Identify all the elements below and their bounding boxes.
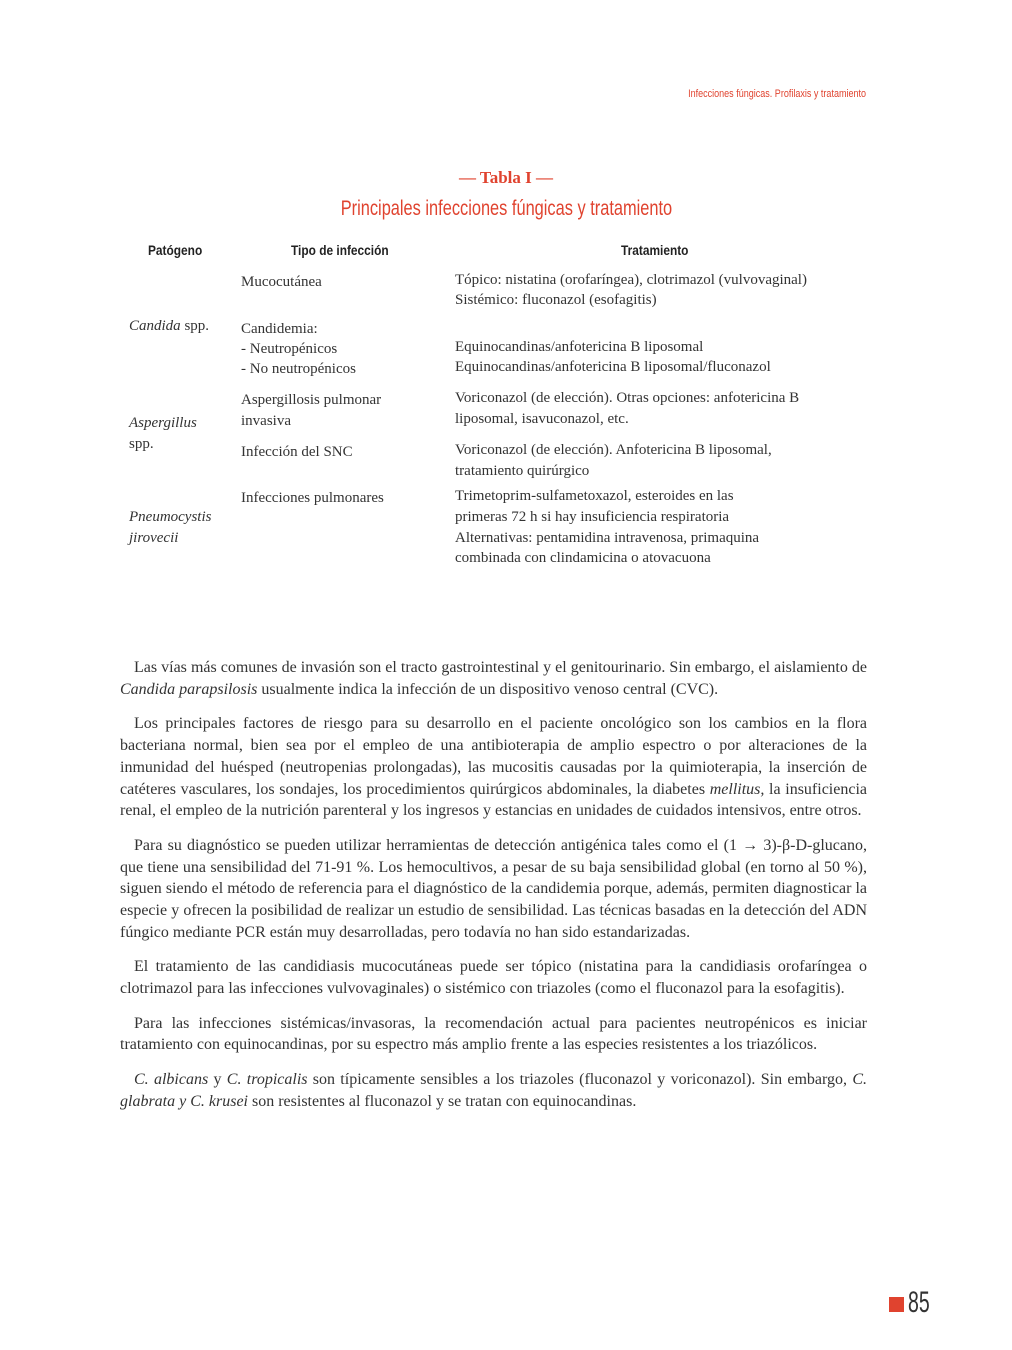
treatment-line: primeras 72 h si hay insuficiencia respiratoria	[455, 509, 730, 525]
treatment-line: liposomal, isavuconazol, etc.	[455, 411, 629, 427]
page-marker-square	[889, 1297, 904, 1312]
treatment-line: tratamiento quirúrgico	[455, 463, 590, 479]
paragraph: Las vías más comunes de invasión son el tracto gastrointestinal y el genitourinario. Sin embargo, el aislamiento de Candida parapsilosis usualmente indica la infección de un dispositivo venoso central (CVC).	[120, 659, 867, 698]
infection-type: invasiva	[241, 413, 291, 429]
pathogen-pneumocystis: Pneumocystis	[129, 509, 212, 525]
treatment-line: Alternativas: pentamidina intravenosa, primaquina	[455, 530, 760, 546]
infection-type: Infección del SNC	[241, 444, 353, 460]
infection-type: Infecciones pulmonares	[241, 490, 384, 506]
treatment-line: Voriconazol (de elección). Anfotericina B liposomal,	[455, 442, 772, 458]
treatment-line: combinada con clindamicina o atovacuona	[455, 550, 711, 566]
table-number: — Tabla I —	[458, 168, 553, 187]
running-head: Infecciones fúngicas. Profilaxis y tratamiento	[688, 88, 866, 100]
body-text	[120, 657, 867, 1125]
pathogen-aspergillus-spp: spp.	[129, 436, 154, 452]
table-title: Principales infecciones fúngicas y tratamiento	[340, 197, 672, 220]
header-treatment: Tratamiento	[621, 242, 689, 258]
treatment-line: Tópico: nistatina (orofaríngea), clotrimazol (vulvovaginal)	[455, 272, 807, 288]
pathogen-jirovecii: jirovecii	[129, 530, 179, 546]
paragraph: Los principales factores de riesgo para su desarrollo en el paciente oncológico son los cambios en la flora bacteriana normal, bien sea por el empleo de una antibioterapia de amplio espectro o por alteraciones de la inmunidad del huésped (neutropenias prolongadas), las mucositis causadas por la quimioterapia, la inserción de catéteres vasculares, los sondajes, los procedimientos quirúrgicos abdominales, la diabetes mellitus, la insuficiencia renal, el empleo de la nutrición parenteral y los ingresos y estancias en unidades de cuidados intensivos, entre otros.	[120, 715, 868, 820]
treatment-line: Equinocandinas/anfotericina B liposomal	[455, 339, 704, 355]
infection-type: Mucocutánea	[241, 274, 322, 290]
pathogen-candida: Candida spp.	[129, 318, 210, 334]
infection-type: Candidemia:	[241, 321, 318, 337]
treatment-line: Sistémico: fluconazol (esofagitis)	[455, 292, 657, 308]
pathogen-aspergillus: Aspergillus	[129, 415, 197, 431]
treatment-line: Equinocandinas/anfotericina B liposomal/fluconazol	[455, 359, 771, 375]
paragraph: El tratamiento de las candidiasis mucocutáneas puede ser tópico (nistatina para la candidiasis orofaríngea o clotrimazol para las infecciones vulvovaginales) o sistémico con triazoles (como el fluconazol para la esofagitis).	[120, 958, 867, 998]
paragraph: Para su diagnóstico se pueden utilizar herramientas de detección antigénica tales como el (1 → 3)-β-D-glucano, que tiene una sensibilidad del 71-91 %. Los hemocultivos, a pesar de su baja sensibilidad global (en torno al 50 %), siguen siendo el método de referencia para el diagnóstico de la candidemia porque, además, permiten diagnosticar la especie y ofrecen la posibilidad de realizar un estudio de sensibilidad. Las técnicas basadas en la detección del ADN fúngico mediante PCR están muy desarrolladas, pero todavía no han sido estandarizadas.	[120, 836, 867, 941]
treatment-line: Voriconazol (de elección). Otras opciones: anfotericina B	[455, 390, 800, 406]
page-number: 85	[908, 1286, 930, 1319]
treatment-line: Trimetoprim-sulfametoxazol, esteroides en las	[455, 488, 734, 504]
header-pathogen: Patógeno	[148, 242, 203, 258]
header-infection-type: Tipo de infección	[291, 242, 389, 258]
paragraph: C. albicans y C. tropicalis son típicamente sensibles a los triazoles (fluconazol y voriconazol). Sin embargo, C. glabrata y C. krusei son resistentes al fluconazol y se tratan con equinocandinas.	[120, 1070, 868, 1110]
infection-type: - Neutropénicos	[241, 341, 338, 357]
infection-type: Aspergillosis pulmonar	[241, 392, 382, 408]
infection-type: - No neutropénicos	[241, 361, 356, 377]
paragraph: Para las infecciones sistémicas/invasoras, la recomendación actual para pacientes neutropénicos es iniciar tratamiento con equinocandinas, por su espectro más amplio frente a las especies resistentes a los triazólicos.	[120, 1014, 867, 1054]
